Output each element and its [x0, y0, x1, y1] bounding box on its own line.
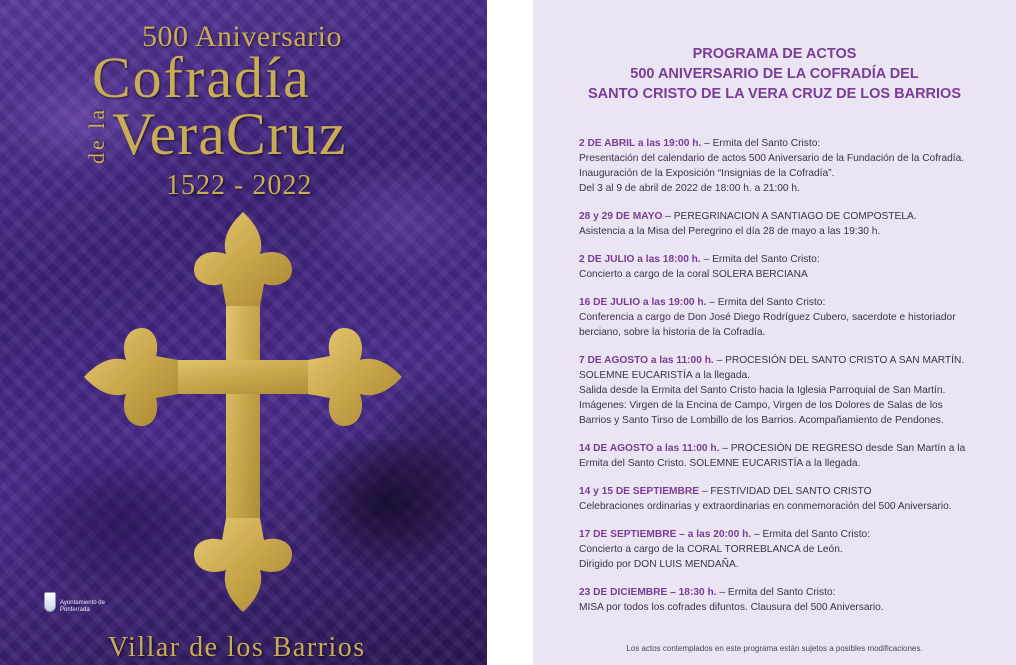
event-item — [579, 252, 1009, 282]
poster-village: Villar de los Barrios — [108, 632, 366, 663]
event-title: – FESTIVIDAD DEL SANTO CRISTO — [699, 486, 872, 497]
event-detail: Dirigido por DON LUIS MENDAÑA. — [579, 559, 739, 570]
event-title: – PROCESIÓN DEL SANTO CRISTO A SAN MARTÍN. — [713, 355, 965, 366]
event-detail: Celebraciones ordinarias y extraordinarias en conmemoración del 500 Aniversario. — [579, 501, 952, 512]
event-detail: Concierto a cargo de la coral SOLERA BERCIANA — [579, 269, 808, 280]
event-date: 7 DE AGOSTO a las 11:00 h. — [579, 355, 714, 366]
event-detail: MISA por todos los cofrades difuntos. Clausura del 500 Aniversario. — [579, 602, 884, 613]
shield-icon — [44, 592, 56, 612]
poster-cofradia: Cofradía — [92, 45, 311, 110]
event-item — [579, 295, 1009, 340]
event-detail: Ermita del Santo Cristo. SOLEMNE EUCARISTÍA a la llegada. — [579, 458, 861, 469]
event-date: 2 DE ABRIL a las 19:00 h. — [579, 138, 702, 149]
program-title-line-1: PROGRAMA DE ACTOS — [692, 46, 857, 62]
event-item — [579, 353, 1009, 428]
event-title: – Ermita del Santo Cristo: — [700, 254, 820, 265]
event-date: 16 DE JULIO a las 19:00 h. — [579, 297, 707, 308]
program-panel — [533, 0, 1016, 665]
event-date: 23 DE DICIEMBRE – 18:30 h. — [579, 587, 717, 598]
event-date: 28 y 29 DE MAYO — [579, 211, 663, 222]
poster-years: 1522 - 2022 — [166, 170, 313, 201]
event-detail: Presentación del calendario de actos 500 Aniversario de la Fundación de la Cofradía. — [579, 153, 965, 164]
event-item — [579, 136, 1009, 196]
poster-veracruz: VeraCruz — [112, 101, 347, 167]
event-date: 14 y 15 DE SEPTIEMBRE — [579, 486, 700, 497]
event-detail: Salida desde la Ermita del Santo Cristo hacia la Iglesia Parroquial de San Martín. — [579, 385, 946, 396]
event-detail: berciano, sobre la historia de la Cofradía. — [579, 327, 766, 338]
event-item — [579, 441, 1009, 471]
program-footer-note: Los actos contemplados en este programa están sujetos a posibles modificaciones. — [626, 644, 923, 653]
event-detail: Imágenes: Virgen de la Encina de Campo, Virgen de los Dolores de Salas de los — [579, 400, 943, 411]
event-title: – Ermita del Santo Cristo: — [751, 529, 871, 540]
event-title: – Ermita del Santo Cristo: — [701, 138, 821, 149]
council-logo — [44, 590, 120, 614]
event-detail: Asistencia a la Misa del Peregrino el día 28 de mayo a las 19:30 h. — [579, 226, 881, 237]
program-title-line-3: SANTO CRISTO DE LA VERA CRUZ DE LOS BARRIOS — [588, 86, 961, 102]
event-item — [579, 527, 1009, 572]
event-detail: Barrios y Santo Tirso de Lombillo de los Barrios. Acompañamiento de Pendones. — [579, 415, 944, 426]
event-item — [579, 484, 1009, 514]
poster-anniversary: 500 Aniversario — [142, 20, 342, 53]
council-logo-text: Ayuntamiento de Ponferrada — [60, 600, 105, 613]
event-detail: SOLEMNE EUCARISTÍA a la llegada. — [579, 370, 750, 381]
event-detail: Concierto a cargo de la CORAL TORREBLANCA de León. — [579, 544, 843, 555]
poster-de-la: de la — [84, 106, 109, 164]
event-title: – Ermita del Santo Cristo: — [706, 297, 826, 308]
event-date: 14 DE AGOSTO a las 11:00 h. — [579, 443, 720, 454]
event-list — [579, 136, 1009, 628]
cross-icon — [82, 210, 404, 614]
program-title-line-2: 500 ANIVERSARIO DE LA COFRADÍA DEL — [630, 66, 919, 82]
event-date: 17 DE SEPTIEMBRE – a las 20:00 h. — [579, 529, 752, 540]
program-title — [533, 44, 1016, 104]
poster — [0, 0, 487, 665]
event-title: – PROCESIÓN DE REGRESO desde San Martín a la — [719, 443, 966, 454]
event-item — [579, 209, 1009, 239]
event-date: 2 DE JULIO a las 18:00 h. — [579, 254, 701, 265]
event-title: – PEREGRINACION A SANTIAGO DE COMPOSTELA. — [662, 211, 917, 222]
event-detail: Conferencia a cargo de Don José Diego Rodríguez Cubero, sacerdote e historiador — [579, 312, 956, 323]
event-detail: Inauguración de la Exposición “Insignias de la Cofradía”. — [579, 168, 835, 179]
event-detail: Del 3 al 9 de abril de 2022 de 18:00 h. a 21:00 h. — [579, 183, 800, 194]
event-item — [579, 585, 1009, 615]
event-title: – Ermita del Santo Cristo: — [716, 587, 836, 598]
